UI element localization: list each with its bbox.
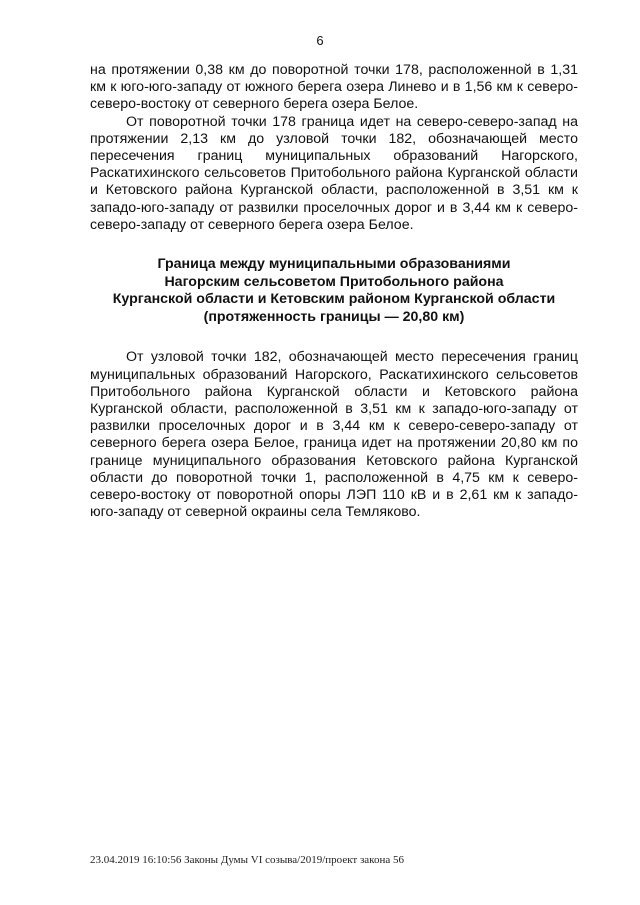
paragraph-point-178: От поворотной точки 178 граница идет на северо-северо-запад на протяжении 2,13 км до узловой точки 182, обозначающей место пересечения границ муниципальных образований Нагорского, Раскатихинского сельсоветов Притобольного района Курганской области и Кетовского района Курганской области, расположенной в 3,51 км к западо-юго-западу от развилки проселочных дорог и в 3,44 км к северо-северо-западу от северного берега озера Белое. — [90, 113, 578, 233]
section-heading — [90, 256, 578, 326]
heading-line-1: Граница между муниципальными образованиями — [157, 256, 511, 273]
paragraph-continuation: на протяжении 0,38 км до поворотной точки 178, расположенной в 1,31 км к юго-юго-западу от южного берега озера Линево и в 1,56 км к северо-северо-востоку от северного берега озера Белое. — [90, 62, 578, 113]
heading-line-2: Нагорским сельсоветом Притобольного района — [164, 273, 504, 290]
paragraph-point-182: От узловой точки 182, обозначающей место пересечения границ муниципальных образований Нагорского, Раскатихинского сельсоветов Притобольного района Курганской области и Кетовского района Курганской области, расположенной в 3,51 км к западо-юго-западу от развилки проселочных дорог и в 3,44 км к северо-северо-западу от северного берега озера Белое, граница идет на протяжении 20,80 км по границе муниципального образования Кетовского района Курганской области до поворотной точки 1, расположенной в 4,75 км к северо-северо-востоку от поворотной опоры ЛЭП 110 кВ и в 2,61 км к западо-юго-западу от северной окраины села Темляково. — [90, 349, 578, 521]
heading-line-3: Курганской области и Кетовским районом Курганской области — [112, 291, 556, 308]
document-body — [90, 62, 578, 521]
heading-line-4: (протяженность границы — 20,80 км) — [203, 308, 465, 325]
page-number: 6 — [316, 33, 324, 48]
footer-stamp: 23.04.2019 16:10:56 Законы Думы VI созыва/2019/проект закона 56 — [90, 854, 404, 866]
